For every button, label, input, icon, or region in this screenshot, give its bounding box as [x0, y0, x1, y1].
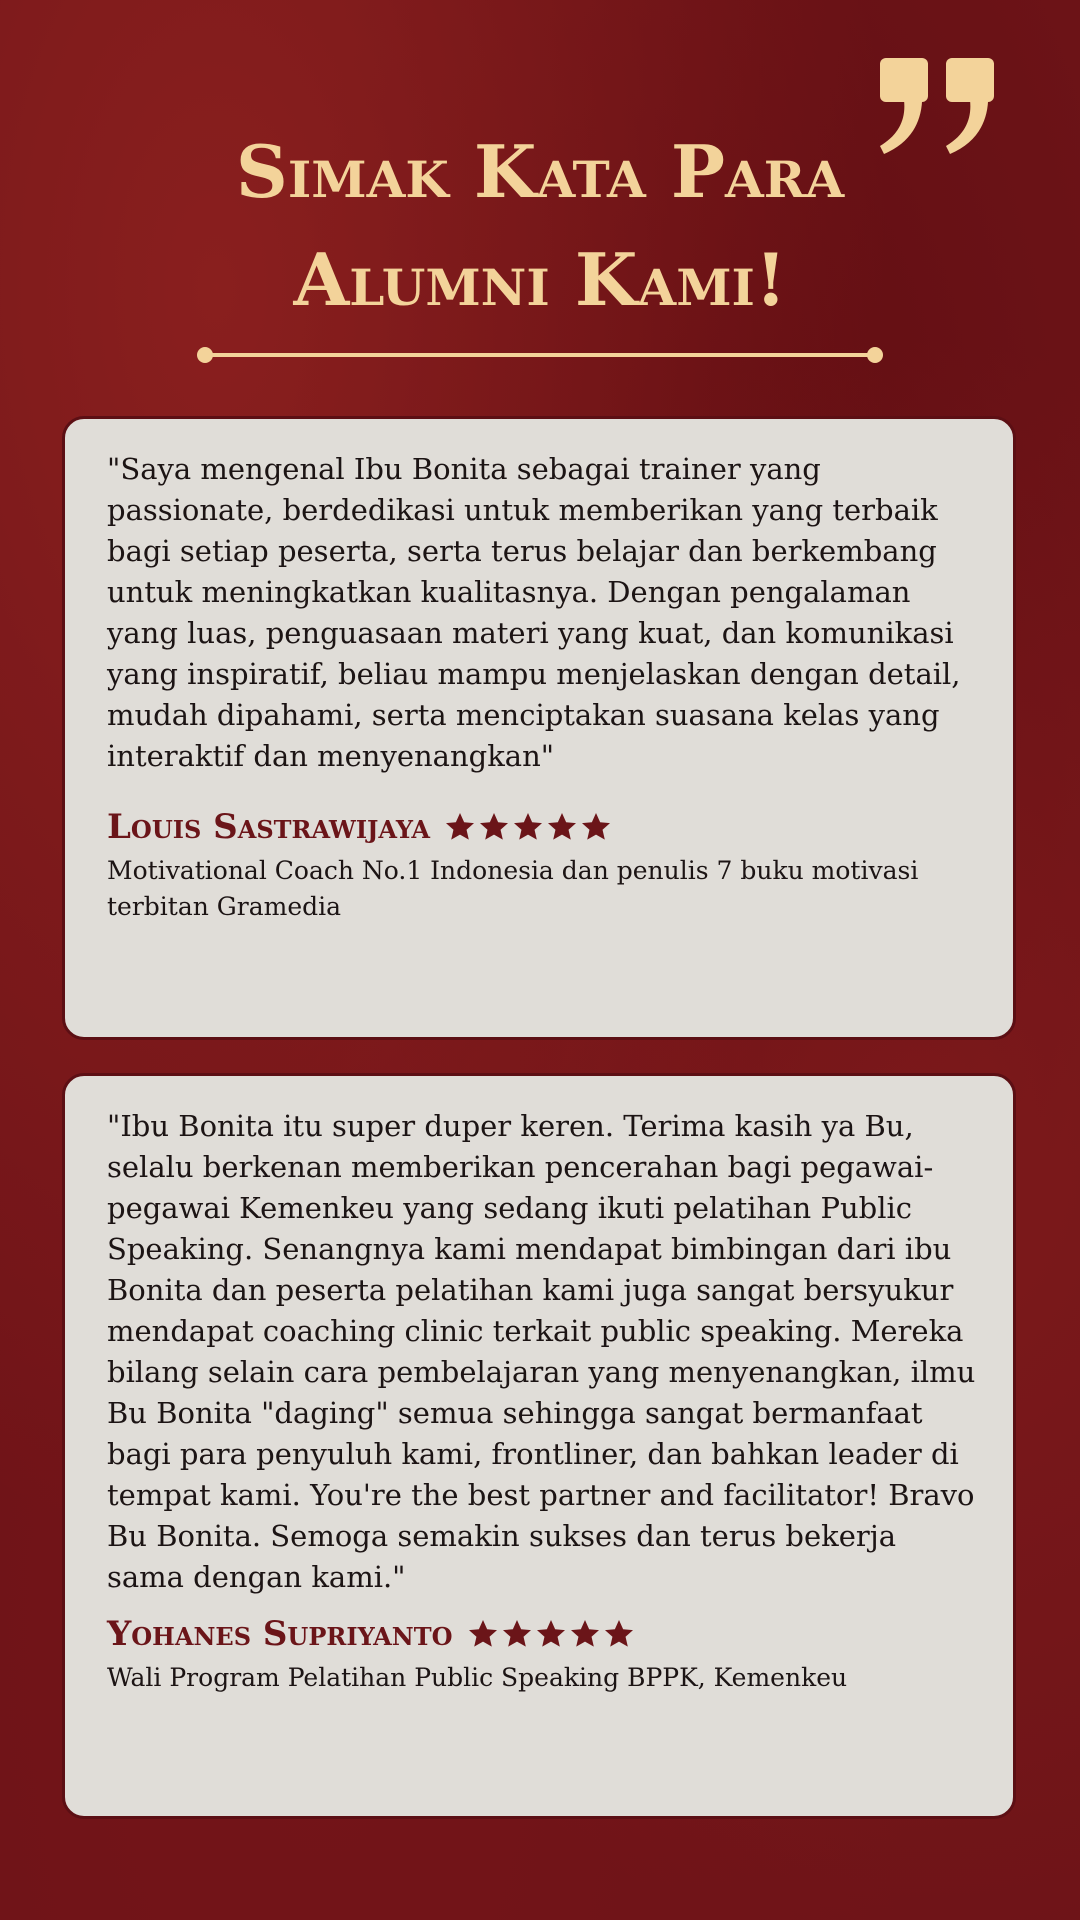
- star-icon: [501, 1618, 533, 1650]
- star-icon: [603, 1618, 635, 1650]
- star-icon: [546, 811, 578, 843]
- title-line-2: Alumni Kami!: [293, 237, 787, 322]
- testimonial-quote: "Ibu Bonita itu super duper keren. Terima kasih ya Bu, selalu berkenan memberikan pencerahan bagi pegawai-pegawai Kemenkeu yang sedang ikuti pelatihan Public Speaking. Senangnya kami mendapat bimbingan dari ibu Bonita dan peserta pelatihan kami juga sangat bersyukur mendapat coaching clinic terkait public speaking. Mereka bilang selain cara pembelajaran yang menyenangkan, ilmu Bu Bonita "daging" semua sehingga sangat bermanfaat bagi para penyuluh kami, frontliner, dan bahkan leader di tempat kami. You're the best partner and facilitator! Bravo Bu Bonita. Semoga semakin sukses dan terus bekerja sama dengan kami.": [107, 1109, 976, 1594]
- closing-quote-icon: [872, 50, 1002, 160]
- author-role: Motivational Coach No.1 Indonesia dan penulis 7 buku motivasi terbitan Gramedia: [107, 856, 919, 921]
- title-line-1: Simak Kata Para: [235, 129, 845, 214]
- star-icon: [580, 811, 612, 843]
- author-row: [107, 807, 979, 847]
- author-role: Wali Program Pelatihan Public Speaking BPPK, Kemenkeu: [107, 1663, 848, 1692]
- rating-stars: [444, 811, 614, 843]
- star-icon: [467, 1618, 499, 1650]
- star-icon: [478, 811, 510, 843]
- star-icon: [535, 1618, 567, 1650]
- title-divider: [196, 346, 884, 364]
- testimonial-card-1: [62, 416, 1016, 1040]
- author-name: Louis Sastrawijaya: [107, 807, 431, 847]
- rating-stars: [467, 1618, 637, 1650]
- star-icon: [444, 811, 476, 843]
- star-icon: [512, 811, 544, 843]
- testimonial-quote: "Saya mengenal Ibu Bonita sebagai trainer yang passionate, berdedikasi untuk memberikan yang terbaik bagi setiap peserta, serta terus belajar dan berkembang untuk meningkatkan kualitasnya. Dengan pengalaman yang luas, penguasaan materi yang kuat, dan komunikasi yang inspiratif, beliau mampu menjelaskan dengan detail, mudah dipahami, serta menciptakan suasana kelas yang interaktif dan menyenangkan": [107, 452, 961, 773]
- star-icon: [569, 1618, 601, 1650]
- author-row: [107, 1614, 979, 1654]
- testimonial-card-2: [62, 1073, 1016, 1819]
- author-name: Yohanes Supriyanto: [107, 1614, 453, 1654]
